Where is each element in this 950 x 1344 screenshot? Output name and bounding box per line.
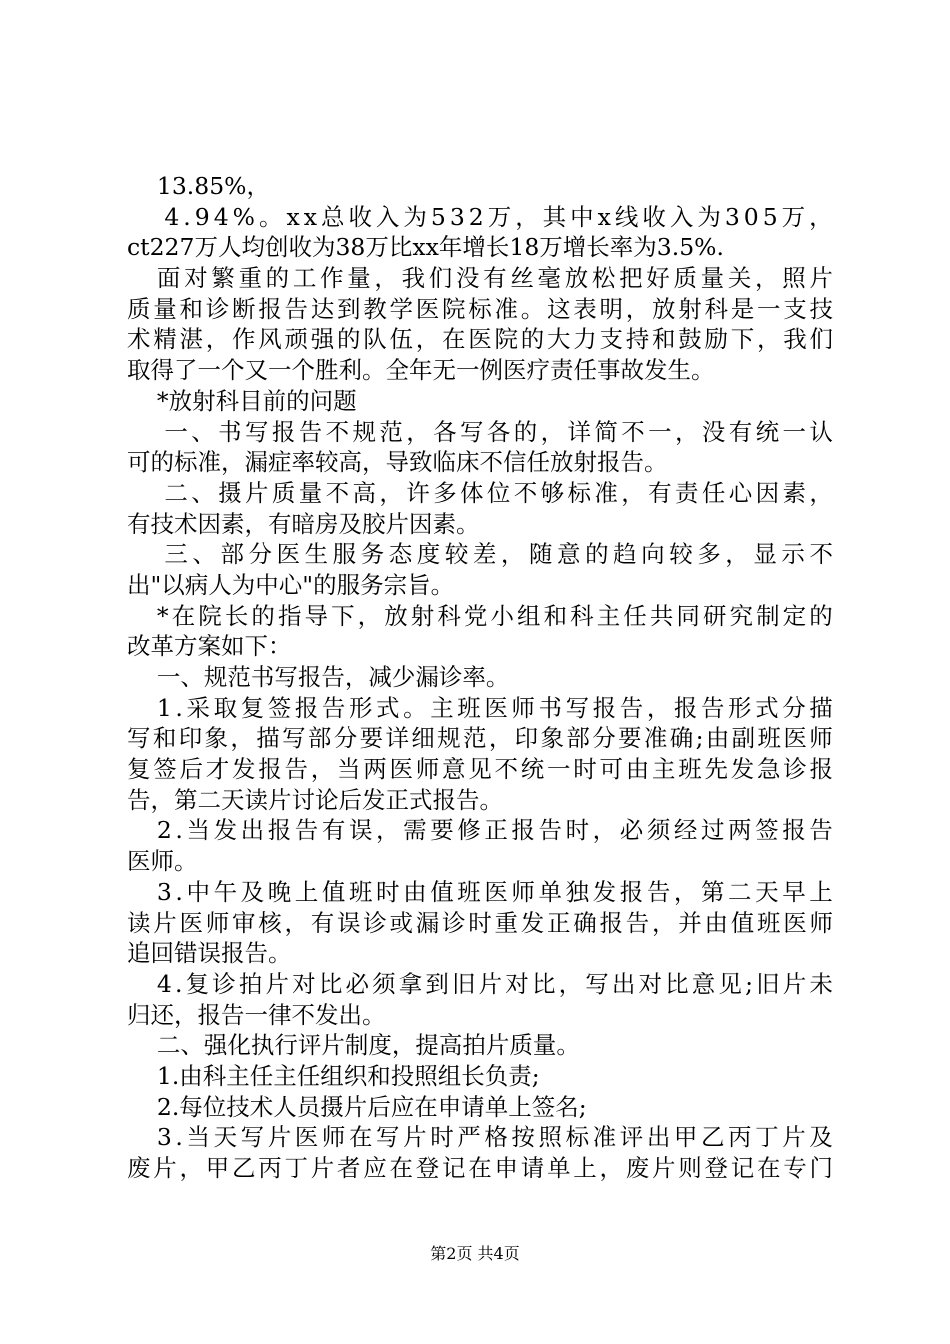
text-line: 读 片 医 师 审 核 ， 有 误 诊 或 漏 诊 时 重 发 正 确 报 告 ， 并 由 值 班 医 师 xyxy=(127,908,833,937)
text-line: 可的标准，漏症率较高，导致临床不信任放射报告。 xyxy=(127,448,668,477)
text-line: 一 、 书 写 报 告 不 规 范 ， 各 写 各 的 ， 详 简 不 一 ， 没 有 统 一 认 xyxy=(127,417,833,446)
text-line: 术 精 湛 ， 作 风 顽 强 的 队 伍 ， 在 医 院 的 大 力 支 持 和 鼓 励 下 ， 我 们 xyxy=(127,325,833,354)
text-line: 一、规范书写报告，减少漏诊率。 xyxy=(127,663,510,691)
text-line: 写 和 印 象 ， 描 写 部 分 要 详 细 规 范 ， 印 象 部 分 要 准 确 ; 由 副 班 医 师 xyxy=(127,724,833,753)
page-footer: 第2页 共4页 xyxy=(430,1244,520,1263)
text-line: 2.每位技术人员摄片后应在申请单上签名; xyxy=(127,1092,587,1121)
text-line: 质 量 和 诊 断 报 告 达 到 教 学 医 院 标 准 。 这 表 明 ， 放 射 科 是 一 支 技 xyxy=(127,294,833,323)
text-line: 13.85%， xyxy=(127,172,270,200)
text-line: 二、强化执行评片制度，提高拍片质量。 xyxy=(127,1031,580,1060)
text-line: 有技术因素，有暗房及胶片因素。 xyxy=(127,509,480,538)
text-line: 取得了一个又一个胜利。全年无一例医疗责任事故发生。 xyxy=(127,356,715,385)
text-line: 改革方案如下： xyxy=(127,632,292,661)
text-line: 二 、 摄 片 质 量 不 高 ， 许 多 体 位 不 够 标 准 ， 有 责 任 心 因 素 ， xyxy=(127,478,833,507)
text-line: 4 . 复 诊 拍 片 对 比 必 须 拿 到 旧 片 对 比 ， 写 出 对 比 意 见 ; 旧 片 未 xyxy=(127,969,833,998)
text-line: 出"以病人为中心"的服务宗旨。 xyxy=(127,570,455,599)
text-line: 3 . 当 天 写 片 医 师 在 写 片 时 严 格 按 照 标 准 评 出 甲 乙 丙 丁 片 及 xyxy=(127,1123,833,1152)
text-line: 医师。 xyxy=(127,847,198,876)
text-line: 三 、 部 分 医 生 服 务 态 度 较 差 ， 随 意 的 趋 向 较 多 ， 显 示 不 xyxy=(127,540,833,569)
text-line: 告，第二天读片讨论后发正式报告。 xyxy=(127,785,503,814)
text-line: 废 片 ， 甲 乙 丙 丁 片 者 应 在 登 记 在 申 请 单 上 ， 废 片 则 登 记 在 专 门 xyxy=(127,1154,833,1182)
text-line: * 在 院 长 的 指 导 下 ， 放 射 科 党 小 组 和 科 主 任 共 同 研 究 制 定 的 xyxy=(127,601,833,630)
text-line: 1 . 采 取 复 签 报 告 形 式 。 主 班 医 师 书 写 报 告 ， 报 告 形 式 分 描 xyxy=(127,693,833,722)
text-line: 2 . 当 发 出 报 告 有 误 ， 需 要 修 正 报 告 时 ， 必 须 经 过 两 签 报 告 xyxy=(127,816,833,845)
document-body xyxy=(127,171,833,1184)
text-line: 追回错误报告。 xyxy=(127,939,292,968)
text-line: ct227万人均创收为38万比xx年增长18万增长率为3.5%. xyxy=(127,233,724,262)
text-line: 面 对 繁 重 的 工 作 量 ， 我 们 没 有 丝 毫 放 松 把 好 质 量 关 ， 照 片 xyxy=(127,264,833,293)
text-line: 3 . 中 午 及 晚 上 值 班 时 由 值 班 医 师 单 独 发 报 告 ， 第 二 天 早 上 xyxy=(127,877,833,906)
text-line: *放射科目前的问题 xyxy=(127,386,357,415)
text-line: 复 签 后 才 发 报 告 ， 当 两 医 师 意 见 不 统 一 时 可 由 主 班 先 发 急 诊 报 xyxy=(127,755,833,784)
text-line: 1.由科主任主任组织和投照组长负责; xyxy=(127,1061,540,1090)
text-line: 归还，报告一律不发出。 xyxy=(127,1000,386,1029)
text-line: 4 . 9 4 % 。 x x 总 收 入 为 5 3 2 万 ， 其 中 x 线 收 入 为 3 0 5 万 ， xyxy=(127,202,833,231)
